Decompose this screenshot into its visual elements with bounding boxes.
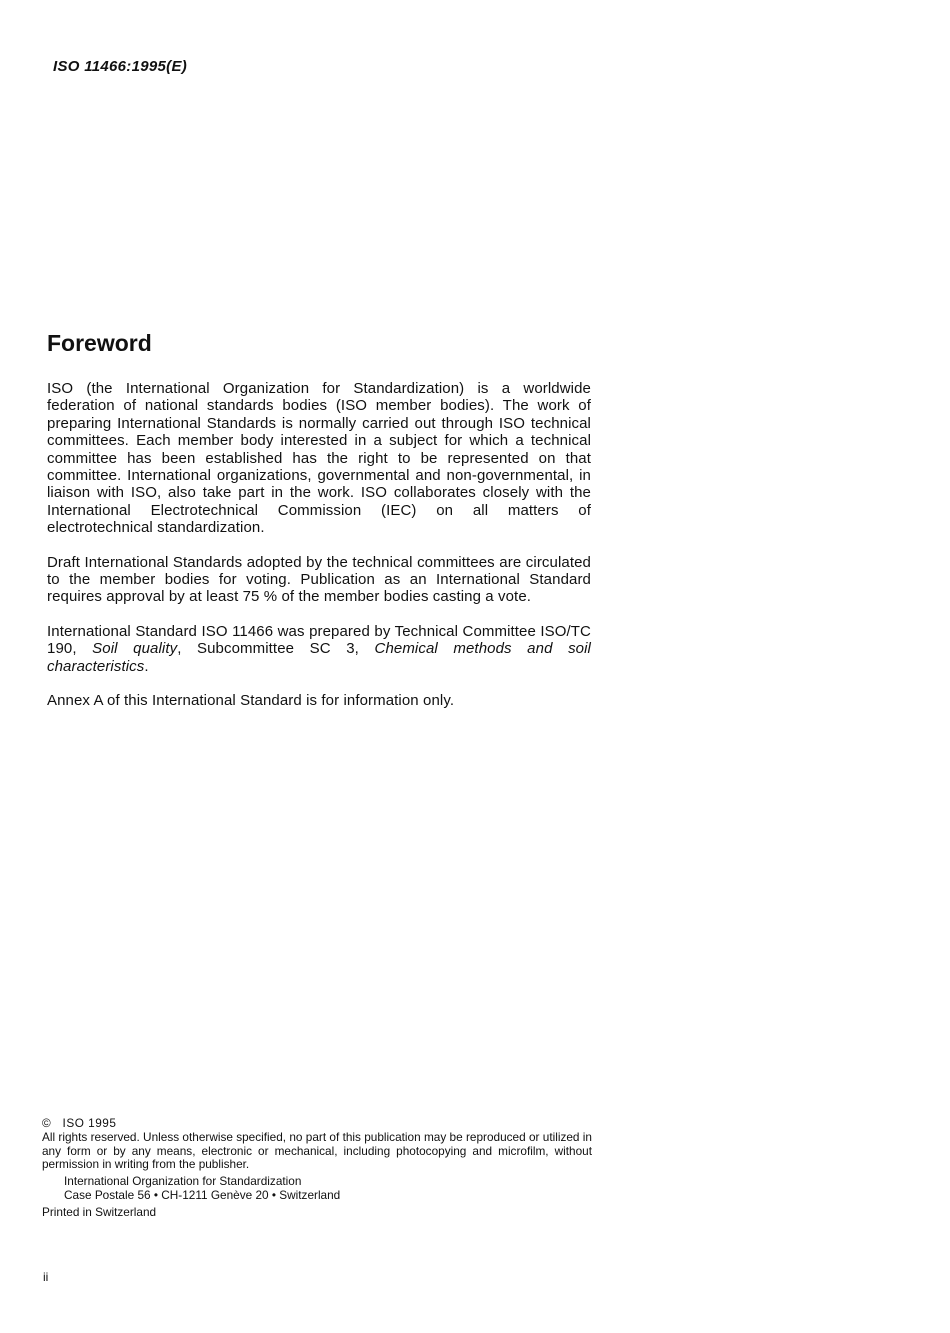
standard-reference: ISO 11466:1995(E): [53, 58, 188, 75]
copyright-block: [42, 1117, 592, 1220]
page-title: Foreword: [47, 330, 152, 356]
rights-statement: All rights reserved. Unless otherwise specified, no part of this publication may be reproduced or utilized in any form or by any means, electronic or mechanical, including photocopying and microfilm, without permission in writing from the publisher.: [42, 1129, 592, 1172]
copyright-owner-year: ISO 1995: [62, 1116, 117, 1130]
foreword-paragraph-4: Annex A of this International Standard is for information only.: [47, 692, 455, 710]
foreword-paragraph-2: Draft International Standards adopted by the technical committees are circulated to the member bodies for voting. Publication as an International Standard requires approval by at least 75 % of the member bodies casting a vote.: [47, 553, 591, 606]
paragraph-3-part-1: International Standard ISO 11466 was prepared by Technical Committee ISO/TC 190,: [47, 622, 591, 658]
paragraph-3-part-3: .: [144, 657, 149, 675]
foreword-body: [47, 380, 591, 727]
publisher-name: International Organization for Standardization: [64, 1174, 302, 1189]
foreword-paragraph-1: ISO (the International Organization for Standardization) is a worldwide federation of national standards bodies (ISO member bodies). The work of preparing International Standards is normally carried out through ISO technical committees. Each member body interested in a subject for which a technical committee has been established has the right to be represented on that committee. International organizations, governmental and non-governmental, in liaison with ISO, also take part in the work. ISO collaborates closely with the International Electrotechnical Commission (IEC) on all matters of electrotechnical standardization.: [47, 380, 591, 537]
copyright-line: [42, 1117, 592, 1131]
publisher-postal-address: Case Postale 56 • CH-1211 Genève 20 • Switzerland: [64, 1187, 341, 1202]
copyright-symbol: ©: [42, 1116, 52, 1130]
paragraph-3-part-2: , Subcommittee SC 3,: [177, 640, 375, 658]
soil-quality-title: Soil quality: [92, 640, 178, 658]
page-number: ii: [43, 1270, 49, 1284]
chemical-methods-title: Chemical methods and soil characteristics: [47, 640, 591, 675]
printed-location: Printed in Switzerland: [42, 1204, 157, 1219]
foreword-paragraph-3: [47, 623, 591, 675]
publisher-address: [64, 1175, 592, 1203]
